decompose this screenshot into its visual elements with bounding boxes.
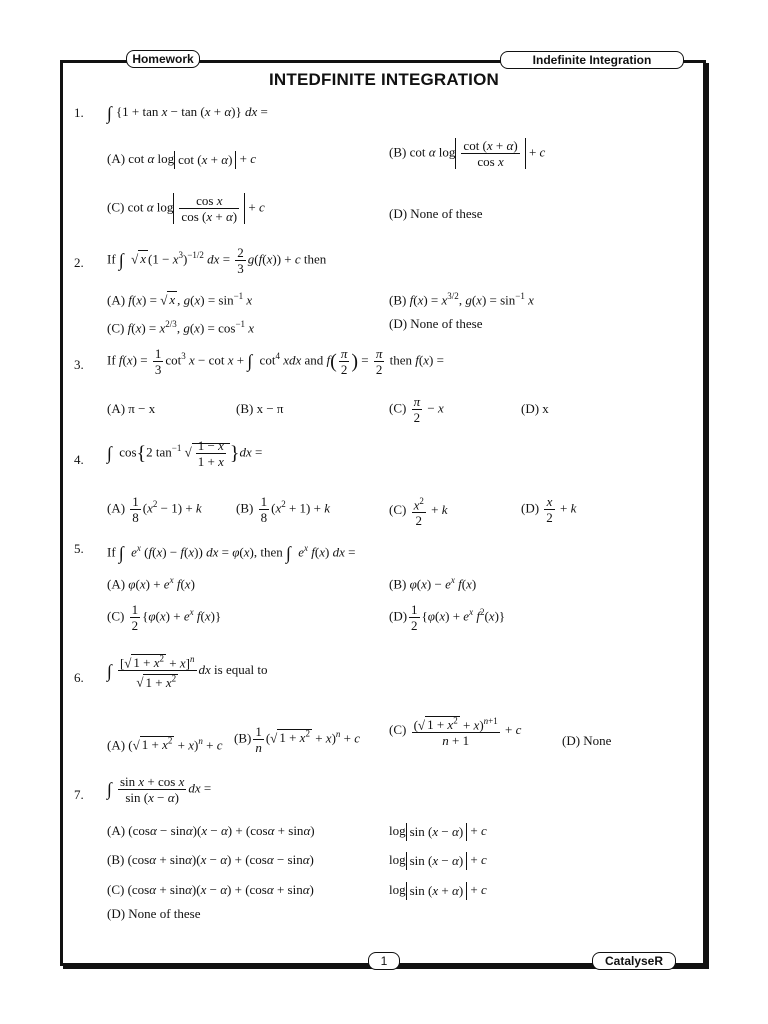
q5-option-c: (C) $\frac{1}{2}$ {$\varphi(x) + e^x$ f(x)} <box>107 602 222 633</box>
q3-option-c: (C) $\frac{\pi}{2}$ − x <box>389 394 444 425</box>
q7-stem: ∫ $\frac{\text{sin x + cos x}}{\sin (x - \alpha)}$ dx = <box>107 774 212 805</box>
q7-option-a: (A) (cosα − sinα)(x − α) + (cosα + sinα) <box>107 823 315 838</box>
q6-option-b: (B) $\frac{1}{n}$ (√ $1 + x^2 + x)^n + c$ <box>234 724 361 755</box>
q5-number: 5. <box>74 541 84 556</box>
q2-number: 2. <box>74 255 84 270</box>
q3-option-a: (A) π − x <box>107 401 156 416</box>
q2-option-a: (A) f(x) = √ x , $g(x) = \sin^{-1} x$ <box>107 291 253 308</box>
q2-option-b: (B) $f(x) = x^{3/2}$, $g(x) = \sin^{-1} x$ <box>389 291 534 308</box>
q4-option-d: (D) $\frac{x}{2}$ + k <box>521 494 577 525</box>
q7-option-b-log: log sin (x − α) + c <box>389 852 487 869</box>
page-title: INTEDFINITE INTEGRATION <box>269 70 499 89</box>
q5-option-d: (D) $\frac{1}{2}$ {$\varphi(x) + e^x$ $f^2(x)$} <box>389 602 506 633</box>
q3-option-b: (B) x − π <box>236 401 284 416</box>
q3-option-d: (D) x <box>521 401 549 416</box>
q1-stem: ∫ {1 + tan x − tan (x + α)} dx = <box>107 103 268 123</box>
q2-option-c: (C) $f(x) = x^{2/3}$, $g(x) = \cos^{-1} x$ <box>107 319 255 336</box>
q7-number: 7. <box>74 787 84 802</box>
q3-number: 3. <box>74 357 84 372</box>
q6-number: 6. <box>74 670 84 685</box>
brand-tag: CatalyseR <box>592 952 676 970</box>
q4-stem: ∫ cos{2 $\tan^{-1}$ √ $\frac{1 - x}{1 + x}$ }dx = <box>107 438 263 469</box>
q6-stem: ∫ $\frac{[√ 1 + x^2 + x]^n}{√ 1 + x^2}$ dx is equal to <box>107 654 268 690</box>
q2-stem: If ∫ √ x $(1 - x^3)^{-1/2}$ dx = $\frac{2}{3}$ g(f(x)) + c then <box>107 245 327 276</box>
q5-option-a: (A) $\varphi(x) + e^x$ f(x) <box>107 575 195 592</box>
q1-option-c: (C) cot α log $\frac{\text{cos x}}{\cos (x + \alpha)}$ + c <box>107 193 265 224</box>
q3-stem: If f(x) = $\frac{1}{3}$ $\cot^3 x - \cot x$ + ∫ $\cot^4$ xdx and f( $\frac{\pi}{2}$ ) = $\frac{\pi}{2}$ then f(x) = <box>107 346 444 377</box>
q6-option-d: (D) None <box>562 733 612 748</box>
homework-tag: Homework <box>126 50 200 68</box>
q4-option-b: (B) $\frac{1}{8}$ $(x^2 + 1) + k$ <box>236 494 330 525</box>
q7-option-c: (C) (cosα + sinα)(x − α) + (cosα + sinα) <box>107 882 314 897</box>
q1-option-a: (A) cot α log cot (x + α) + c <box>107 151 257 168</box>
page-number: 1 <box>368 952 400 970</box>
q7-option-c-log: log sin (x + α) + c <box>389 882 487 899</box>
q6-option-c: (C) $\frac{(√ 1 + x^2 + x)^{n+1}}{n + 1}$ + c <box>389 716 522 749</box>
q1-number: 1. <box>74 105 84 120</box>
q4-number: 4. <box>74 452 84 467</box>
q7-option-b: (B) (cosα + sinα)(x − α) + (cosα − sinα) <box>107 852 314 867</box>
q6-option-a: (A) (√ $1 + x^2 + x)^n + c$ <box>107 736 223 753</box>
q1-option-b: (B) cot α log $\frac{\cot (x + \alpha)}{\text{cos x}}$ + c <box>389 138 546 169</box>
q1-option-d: (D) None of these <box>389 206 483 221</box>
q7-option-d: (D) None of these <box>107 906 201 921</box>
q5-stem: If ∫ $e^x$ (f(x) − f(x)) dx = φ(x), then ∫ $e^x$ f(x) dx = <box>107 543 356 564</box>
q4-option-c: (C) $\frac{x^2}{2}$ + k <box>389 496 448 529</box>
q5-option-b: (B) $\varphi(x) - e^x$ f(x) <box>389 575 477 592</box>
q7-option-a-log: log sin (x − α) + c <box>389 823 487 840</box>
q4-option-a: (A) $\frac{1}{8}$ $(x^2 - 1) + k$ <box>107 494 202 525</box>
q2-option-d: (D) None of these <box>389 316 483 331</box>
chapter-tag: Indefinite Integration <box>500 51 684 69</box>
